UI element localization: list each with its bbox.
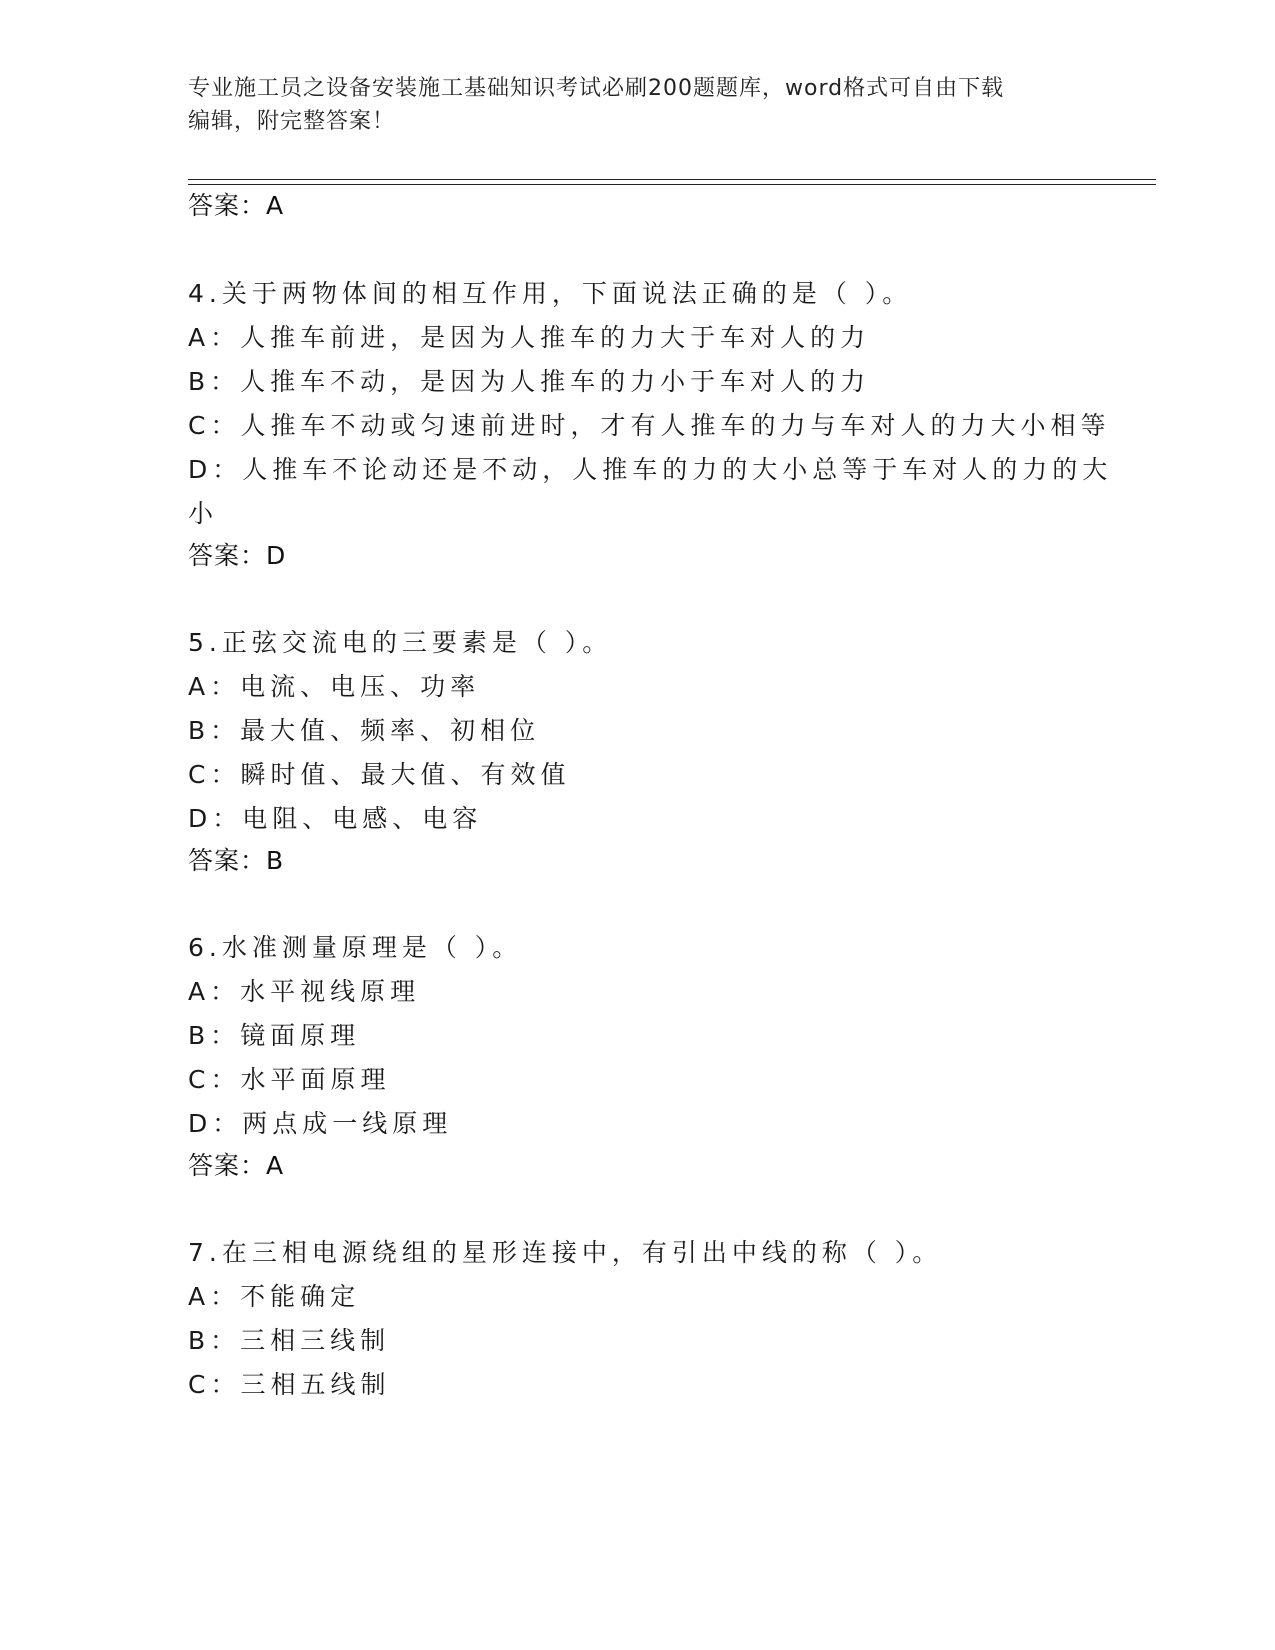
answer-label: 答案：D <box>188 541 287 570</box>
header-line-1: 专业施工员之设备安装施工基础知识考试必刷200题题库，word格式可自由下载 <box>188 76 1005 101</box>
answer-label: 答案：A <box>188 1151 285 1180</box>
question-stem: 6.水准测量原理是（ ）。 <box>188 933 523 962</box>
option-c: C：水平面原理 <box>188 1065 391 1094</box>
option-d-continued: 小 <box>188 499 219 528</box>
option-d: D：电阻、电感、电容 <box>188 804 483 833</box>
option-a: A：人推车前进，是因为人推车的力大于车对人的力 <box>188 323 871 352</box>
header-line-2: 编辑，附完整答案！ <box>188 109 396 134</box>
option-d: D：人推车不论动还是不动，人推车的力的大小总等于车对人的力的大 <box>188 455 1113 484</box>
option-b: B：三相三线制 <box>188 1326 391 1355</box>
question-stem: 5.正弦交流电的三要素是（ ）。 <box>188 628 613 657</box>
answer-label: 答案：B <box>188 846 285 875</box>
option-b: B：最大值、频率、初相位 <box>188 716 541 745</box>
question-stem: 4.关于两物体间的相互作用，下面说法正确的是（ ）。 <box>188 279 913 308</box>
option-d: D：两点成一线原理 <box>188 1109 453 1138</box>
option-b: B：镜面原理 <box>188 1021 361 1050</box>
option-c: C：瞬时值、最大值、有效值 <box>188 760 571 789</box>
option-a: A：电流、电压、功率 <box>188 672 481 701</box>
document-header <box>188 72 1068 138</box>
question-stem: 7.在三相电源绕组的星形连接中，有引出中线的称（ ）。 <box>188 1238 943 1267</box>
option-b: B：人推车不动，是因为人推车的力小于车对人的力 <box>188 367 871 396</box>
answer-label: 答案：A <box>188 191 285 220</box>
option-c: C：人推车不动或匀速前进时，才有人推车的力与车对人的力大小相等 <box>188 411 1111 440</box>
header-divider-bottom <box>188 184 1156 185</box>
option-a: A：水平视线原理 <box>188 977 421 1006</box>
option-a: A：不能确定 <box>188 1282 361 1311</box>
header-divider-top <box>188 179 1156 180</box>
option-c: C：三相五线制 <box>188 1370 391 1399</box>
